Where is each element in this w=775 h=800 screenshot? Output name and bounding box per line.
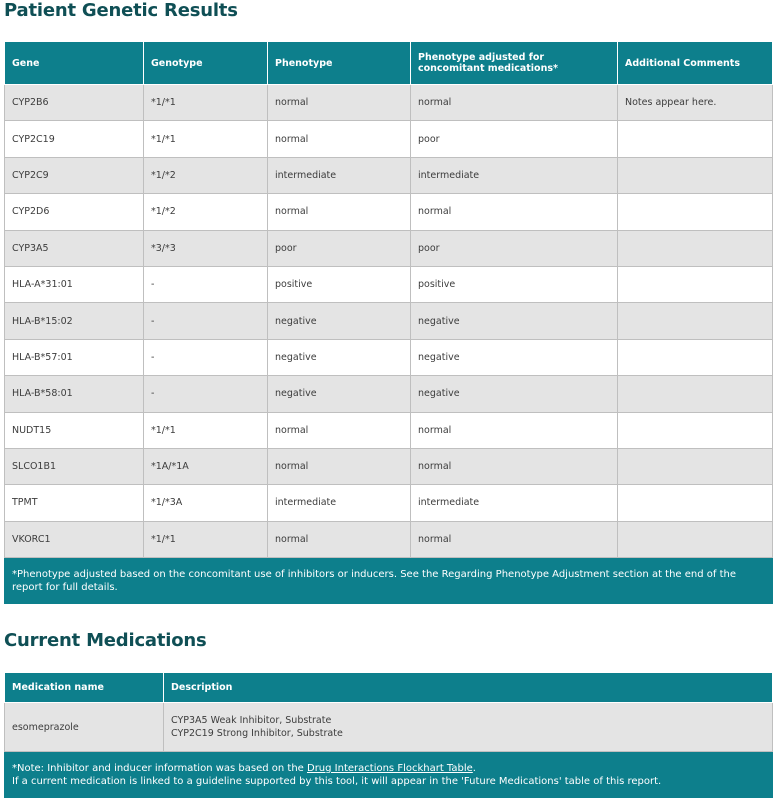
cell-phenotype: poor — [268, 230, 411, 266]
cell-gene: HLA-B*58:01 — [5, 376, 144, 412]
cell-genotype: *1A/*1A — [144, 448, 268, 484]
cell-phenotype: normal — [268, 448, 411, 484]
description-line: CYP3A5 Weak Inhibitor, Substrate — [171, 715, 332, 726]
flockhart-table-link[interactable]: Drug Interactions Flockhart Table — [307, 762, 473, 774]
cell-comments — [618, 412, 773, 448]
cell-phenotype: negative — [268, 376, 411, 412]
table-row — [5, 448, 773, 484]
cell-phenotype: normal — [268, 85, 411, 121]
table-row — [5, 230, 773, 266]
cell-genotype: *1/*1 — [144, 521, 268, 557]
table-row — [5, 266, 773, 302]
note-suffix: . — [472, 762, 476, 774]
table-row — [5, 485, 773, 521]
col-header-description: Description — [164, 673, 773, 703]
table-row — [5, 194, 773, 230]
cell-gene: HLA-B*15:02 — [5, 303, 144, 339]
genetic-results-table — [4, 41, 773, 604]
cell-phenotype: negative — [268, 339, 411, 375]
cell-adjusted: normal — [411, 521, 618, 557]
cell-phenotype: normal — [268, 121, 411, 157]
cell-genotype: - — [144, 303, 268, 339]
cell-adjusted: negative — [411, 303, 618, 339]
cell-adjusted: negative — [411, 339, 618, 375]
table-row — [5, 412, 773, 448]
cell-comments — [618, 376, 773, 412]
cell-genotype: *1/*3A — [144, 485, 268, 521]
cell-adjusted: normal — [411, 194, 618, 230]
cell-adjusted: positive — [411, 266, 618, 302]
col-header-additional-comments: Additional Comments — [618, 42, 773, 85]
cell-adjusted: intermediate — [411, 157, 618, 193]
genetic-footnote: *Phenotype adjusted based on the concomitant use of inhibitors or inducers. See the Regarding Phenotype Adjustment section at the end of the report for full details. — [5, 558, 773, 604]
genetic-table-body — [5, 85, 773, 604]
cell-gene: HLA-A*31:01 — [5, 266, 144, 302]
cell-gene: CYP2D6 — [5, 194, 144, 230]
cell-genotype: *3/*3 — [144, 230, 268, 266]
cell-phenotype: intermediate — [268, 485, 411, 521]
table-row — [5, 703, 773, 752]
table-row — [5, 157, 773, 193]
cell-description — [164, 703, 773, 752]
cell-comments — [618, 485, 773, 521]
cell-comments — [618, 303, 773, 339]
cell-adjusted: poor — [411, 121, 618, 157]
cell-adjusted: normal — [411, 412, 618, 448]
cell-adjusted: poor — [411, 230, 618, 266]
medications-note-row — [5, 752, 773, 798]
table-row — [5, 121, 773, 157]
cell-phenotype: normal — [268, 521, 411, 557]
note-line-1 — [12, 762, 765, 775]
description-line: CYP2C19 Strong Inhibitor, Substrate — [171, 728, 343, 739]
table-row — [5, 85, 773, 121]
cell-genotype: *1/*1 — [144, 121, 268, 157]
cell-genotype: *1/*2 — [144, 194, 268, 230]
cell-genotype: *1/*1 — [144, 85, 268, 121]
cell-medication-name: esomeprazole — [5, 703, 164, 752]
cell-adjusted: normal — [411, 448, 618, 484]
cell-adjusted: normal — [411, 85, 618, 121]
current-medications-table — [4, 672, 773, 798]
cell-genotype: - — [144, 266, 268, 302]
cell-gene: NUDT15 — [5, 412, 144, 448]
cell-phenotype: negative — [268, 303, 411, 339]
cell-phenotype: intermediate — [268, 157, 411, 193]
cell-comments — [618, 448, 773, 484]
cell-comments — [618, 339, 773, 375]
col-header-phenotype-adjusted: Phenotype adjusted for concomitant medications* — [411, 42, 618, 85]
col-header-gene: Gene — [5, 42, 144, 85]
cell-comments — [618, 157, 773, 193]
medications-note — [5, 752, 773, 798]
table-row — [5, 376, 773, 412]
col-header-medication-name: Medication name — [5, 673, 164, 703]
cell-genotype: - — [144, 376, 268, 412]
cell-phenotype: normal — [268, 194, 411, 230]
cell-gene: CYP2C19 — [5, 121, 144, 157]
cell-gene: CYP3A5 — [5, 230, 144, 266]
genetic-header-row — [5, 42, 773, 85]
cell-gene: VKORC1 — [5, 521, 144, 557]
cell-gene: CYP2B6 — [5, 85, 144, 121]
cell-comments — [618, 121, 773, 157]
medications-table-body — [5, 703, 773, 798]
cell-genotype: - — [144, 339, 268, 375]
table-row — [5, 339, 773, 375]
note-prefix: *Note: Inhibitor and inducer information was based on the — [12, 762, 307, 774]
note-line-2: If a current medication is linked to a guideline supported by this tool, it will appear in the 'Future Medications' table of this report. — [12, 775, 662, 787]
cell-gene: CYP2C9 — [5, 157, 144, 193]
cell-adjusted: negative — [411, 376, 618, 412]
cell-comments — [618, 521, 773, 557]
table-row — [5, 303, 773, 339]
cell-phenotype: normal — [268, 412, 411, 448]
cell-comments — [618, 266, 773, 302]
col-header-genotype: Genotype — [144, 42, 268, 85]
cell-gene: HLA-B*57:01 — [5, 339, 144, 375]
cell-phenotype: positive — [268, 266, 411, 302]
cell-genotype: *1/*1 — [144, 412, 268, 448]
genetic-results-title: Patient Genetic Results — [4, 0, 238, 21]
cell-comments — [618, 230, 773, 266]
cell-comments — [618, 194, 773, 230]
medications-header-row — [5, 673, 773, 703]
cell-gene: TPMT — [5, 485, 144, 521]
cell-comments: Notes appear here. — [618, 85, 773, 121]
current-medications-title: Current Medications — [4, 630, 207, 651]
cell-gene: SLCO1B1 — [5, 448, 144, 484]
genetic-footnote-row — [5, 558, 773, 604]
col-header-phenotype: Phenotype — [268, 42, 411, 85]
table-row — [5, 521, 773, 557]
cell-adjusted: intermediate — [411, 485, 618, 521]
cell-genotype: *1/*2 — [144, 157, 268, 193]
